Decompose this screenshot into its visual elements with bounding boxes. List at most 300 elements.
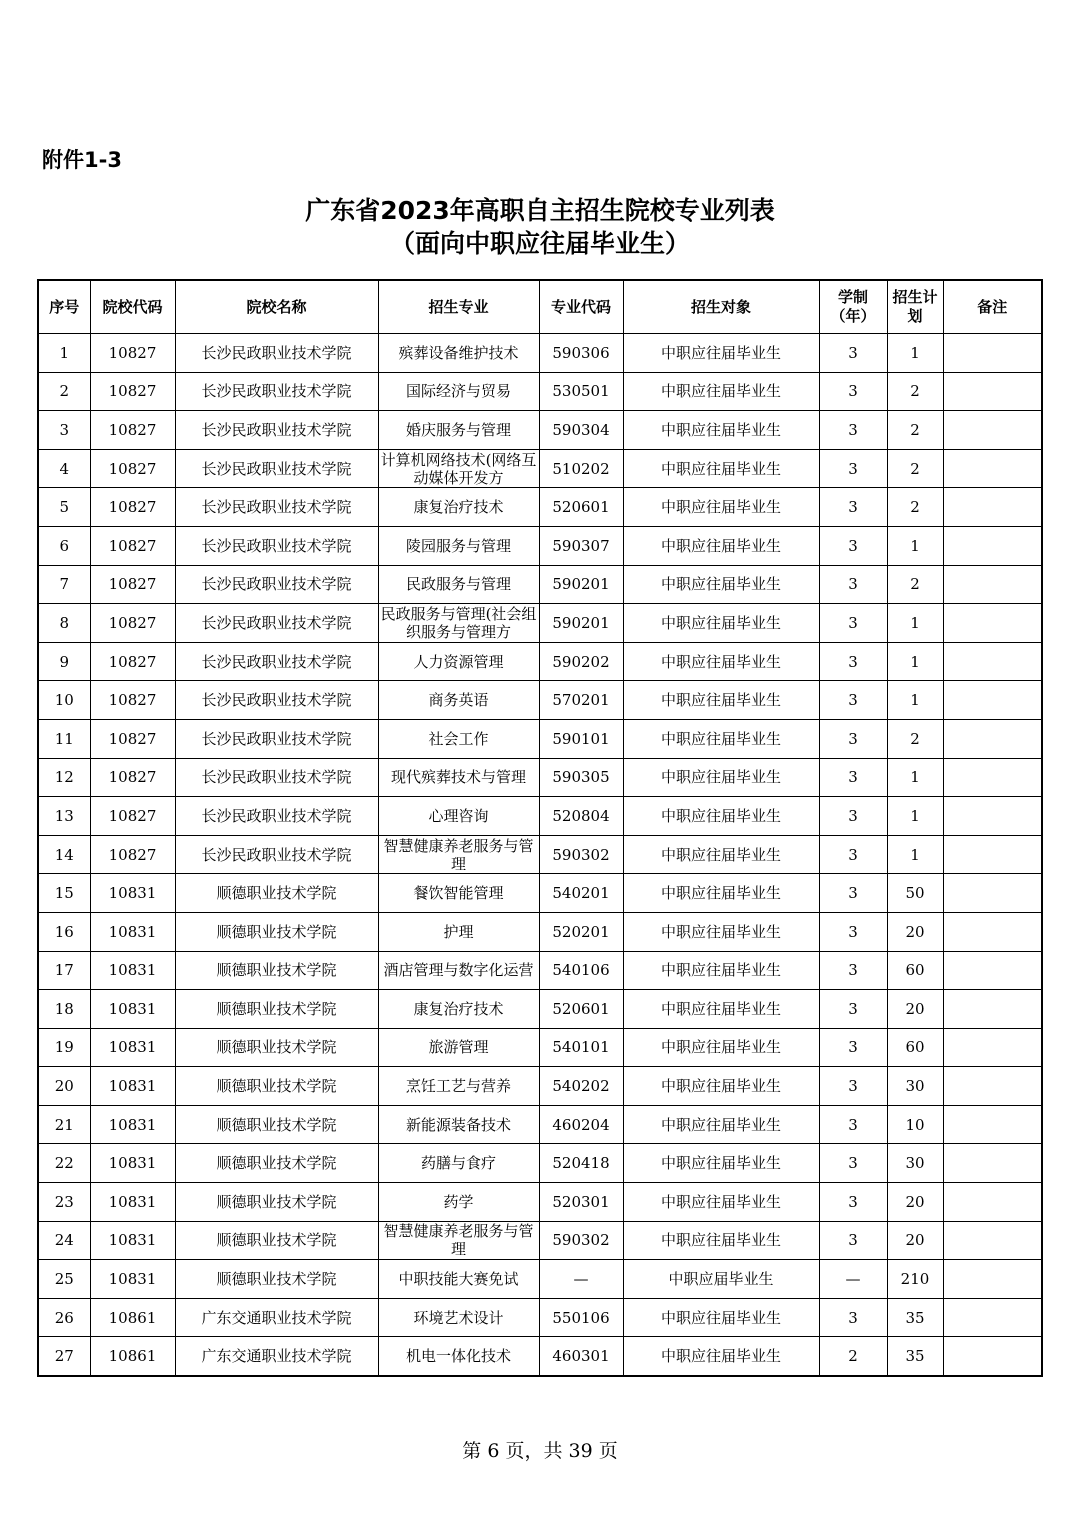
table-row [38,912,1042,951]
cell-plan: 30 [887,1144,943,1183]
table-row [38,990,1042,1029]
cell-major [378,1144,539,1183]
cell-major [378,372,539,411]
header-years [819,280,887,334]
cell-seq: 8 [38,604,90,643]
cell-years: 3 [819,372,887,411]
document-subtitle: （面向中职应往届毕业生） [389,229,690,258]
cell-school-name: 顺德职业技术学院 [175,1067,378,1106]
cell-plan: 1 [887,642,943,681]
cell-remark [943,951,1042,990]
table-row [38,1067,1042,1106]
cell-school-name: 广东交通职业技术学院 [175,1337,378,1376]
cell-major-code: 520301 [539,1183,623,1222]
cell-major [378,604,539,643]
cell-seq: 11 [38,719,90,758]
cell-school-code: 10827 [90,334,175,373]
cell-target: 中职应往届毕业生 [623,1337,819,1376]
cell-target: 中职应往届毕业生 [623,1028,819,1067]
cell-years: 3 [819,951,887,990]
cell-years: 3 [819,1028,887,1067]
cell-years: 3 [819,411,887,450]
table-row [38,1144,1042,1183]
cell-remark [943,449,1042,488]
cell-remark [943,1105,1042,1144]
major-text: 康复治疗技术 [413,498,504,517]
cell-major-code: 590201 [539,565,623,604]
cell-major-code: 520201 [539,912,623,951]
cell-major-code: 530501 [539,372,623,411]
cell-school-name: 长沙民政职业技术学院 [175,372,378,411]
major-text: 殡葬设备维护技术 [398,343,519,362]
cell-remark [943,1221,1042,1260]
cell-school-code: 10831 [90,990,175,1029]
cell-seq: 2 [38,372,90,411]
cell-seq: 13 [38,797,90,836]
table-row [38,797,1042,836]
cell-major [378,1183,539,1222]
cell-target: 中职应往届毕业生 [623,951,819,990]
cell-major-code: 460301 [539,1337,623,1376]
cell-remark [943,990,1042,1029]
table-header-row [38,280,1042,334]
cell-major-code: 590201 [539,604,623,643]
major-text: 现代殡葬技术与管理 [390,768,526,787]
cell-school-name: 长沙民政职业技术学院 [175,835,378,874]
cell-years: 3 [819,449,887,488]
cell-school-name: 顺德职业技术学院 [175,1028,378,1067]
cell-seq: 27 [38,1337,90,1376]
cell-school-name: 长沙民政职业技术学院 [175,488,378,527]
cell-school-code: 10827 [90,797,175,836]
cell-seq: 6 [38,526,90,565]
cell-school-code: 10827 [90,372,175,411]
major-text: 社会工作 [428,729,489,748]
major-text: 计算机网络技术(网络互动媒体开发方 [380,450,537,487]
cell-school-code: 10861 [90,1337,175,1376]
major-text: 商务英语 [428,691,489,710]
cell-years: 2 [819,1337,887,1376]
cell-remark [943,604,1042,643]
table-row [38,874,1042,913]
major-text: 中职技能大赛免试 [398,1270,519,1289]
cell-seq: 1 [38,334,90,373]
cell-major [378,334,539,373]
cell-target: 中职应往届毕业生 [623,990,819,1029]
table-row [38,565,1042,604]
table-row [38,604,1042,643]
cell-major-code: 590305 [539,758,623,797]
cell-major-code: 590101 [539,719,623,758]
table-row [38,719,1042,758]
majors-table [37,279,1043,1377]
table-row [38,1183,1042,1222]
header-remark: 备注 [943,280,1042,334]
cell-seq: 25 [38,1260,90,1299]
cell-seq: 23 [38,1183,90,1222]
cell-seq: 19 [38,1028,90,1067]
cell-remark [943,681,1042,720]
cell-school-name: 顺德职业技术学院 [175,1144,378,1183]
cell-seq: 5 [38,488,90,527]
cell-major-code: 510202 [539,449,623,488]
cell-plan: 2 [887,719,943,758]
header-school-code: 院校代码 [90,280,175,334]
major-text: 陵园服务与管理 [405,536,511,555]
cell-seq: 14 [38,835,90,874]
cell-seq: 15 [38,874,90,913]
table-row [38,526,1042,565]
cell-major [378,758,539,797]
cell-remark [943,334,1042,373]
table-row [38,449,1042,488]
table-row [38,758,1042,797]
cell-major-code: 520418 [539,1144,623,1183]
cell-years: 3 [819,874,887,913]
cell-remark [943,526,1042,565]
major-text: 环境艺术设计 [413,1308,504,1327]
cell-major-code: 540202 [539,1067,623,1106]
table-row [38,642,1042,681]
cell-school-name: 长沙民政职业技术学院 [175,719,378,758]
cell-major [378,449,539,488]
cell-remark [943,1260,1042,1299]
cell-seq: 9 [38,642,90,681]
cell-years: 3 [819,1298,887,1337]
cell-school-name: 长沙民政职业技术学院 [175,449,378,488]
cell-seq: 20 [38,1067,90,1106]
cell-target: 中职应往届毕业生 [623,1221,819,1260]
cell-target: 中职应届毕业生 [623,1260,819,1299]
cell-school-name: 顺德职业技术学院 [175,1221,378,1260]
cell-seq: 12 [38,758,90,797]
cell-plan: 50 [887,874,943,913]
cell-plan: 20 [887,1221,943,1260]
cell-major [378,411,539,450]
cell-target: 中职应往届毕业生 [623,719,819,758]
cell-plan: 20 [887,912,943,951]
cell-plan: 2 [887,565,943,604]
cell-plan: 35 [887,1298,943,1337]
major-text: 餐饮智能管理 [413,884,504,903]
table-row [38,411,1042,450]
table-row [38,951,1042,990]
header-major: 招生专业 [378,280,539,334]
cell-major [378,681,539,720]
cell-school-name: 广东交通职业技术学院 [175,1298,378,1337]
cell-major-code: 520804 [539,797,623,836]
cell-plan: 210 [887,1260,943,1299]
cell-school-code: 10831 [90,912,175,951]
cell-major [378,642,539,681]
major-text: 康复治疗技术 [413,999,504,1018]
major-text: 烹饪工艺与营养 [405,1077,511,1096]
cell-years: 3 [819,526,887,565]
cell-major [378,1067,539,1106]
cell-target: 中职应往届毕业生 [623,1144,819,1183]
cell-target: 中职应往届毕业生 [623,681,819,720]
cell-school-name: 长沙民政职业技术学院 [175,642,378,681]
cell-years: 3 [819,835,887,874]
cell-school-code: 10861 [90,1298,175,1337]
header-plan-line1: 招生计 [892,288,938,306]
table-row [38,1221,1042,1260]
cell-seq: 3 [38,411,90,450]
cell-school-name: 长沙民政职业技术学院 [175,758,378,797]
cell-major-code: 520601 [539,488,623,527]
major-text: 人力资源管理 [413,652,504,671]
table-row [38,1298,1042,1337]
cell-plan: 1 [887,526,943,565]
cell-major [378,719,539,758]
cell-school-name: 顺德职业技术学院 [175,1260,378,1299]
cell-target: 中职应往届毕业生 [623,835,819,874]
cell-seq: 4 [38,449,90,488]
cell-major-code: 550106 [539,1298,623,1337]
cell-years: 3 [819,912,887,951]
cell-major-code: 590304 [539,411,623,450]
table-row [38,372,1042,411]
header-years-line1: 学制 [837,288,868,306]
header-years-line2: （年） [830,307,876,325]
cell-years: 3 [819,1183,887,1222]
cell-target: 中职应往届毕业生 [623,334,819,373]
cell-remark [943,1183,1042,1222]
cell-remark [943,874,1042,913]
cell-school-name: 长沙民政职业技术学院 [175,565,378,604]
cell-school-name: 顺德职业技术学院 [175,874,378,913]
header-plan [887,280,943,334]
cell-remark [943,642,1042,681]
cell-major [378,1337,539,1376]
major-text: 新能源装备技术 [405,1115,511,1134]
cell-school-name: 长沙民政职业技术学院 [175,526,378,565]
cell-remark [943,835,1042,874]
cell-school-code: 10831 [90,1183,175,1222]
cell-school-code: 10827 [90,835,175,874]
cell-plan: 20 [887,990,943,1029]
cell-plan: 1 [887,604,943,643]
cell-years: 3 [819,758,887,797]
cell-remark [943,1144,1042,1183]
cell-target: 中职应往届毕业生 [623,797,819,836]
cell-years: 3 [819,604,887,643]
cell-major [378,951,539,990]
cell-plan: 2 [887,449,943,488]
cell-plan: 2 [887,411,943,450]
cell-remark [943,372,1042,411]
cell-school-code: 10831 [90,874,175,913]
cell-major-code: 590302 [539,835,623,874]
cell-remark [943,1298,1042,1337]
cell-remark [943,912,1042,951]
cell-major-code: 590302 [539,1221,623,1260]
cell-school-code: 10831 [90,1221,175,1260]
cell-remark [943,719,1042,758]
cell-years: 3 [819,565,887,604]
table-row [38,835,1042,874]
cell-target: 中职应往届毕业生 [623,1067,819,1106]
document-title: 广东省2023年高职自主招生院校专业列表 [305,196,775,225]
table-row [38,488,1042,527]
cell-target: 中职应往届毕业生 [623,1298,819,1337]
cell-major [378,912,539,951]
cell-school-name: 顺德职业技术学院 [175,1105,378,1144]
cell-school-code: 10827 [90,449,175,488]
cell-school-code: 10827 [90,681,175,720]
cell-school-code: 10827 [90,411,175,450]
major-text: 国际经济与贸易 [405,382,511,401]
cell-major [378,1298,539,1337]
cell-plan: 2 [887,488,943,527]
table-row [38,334,1042,373]
cell-target: 中职应往届毕业生 [623,449,819,488]
cell-plan: 10 [887,1105,943,1144]
cell-target: 中职应往届毕业生 [623,411,819,450]
cell-school-code: 10831 [90,1144,175,1183]
major-text: 机电一体化技术 [405,1347,511,1366]
major-text: 智慧健康养老服务与管理 [383,836,534,873]
cell-target: 中职应往届毕业生 [623,642,819,681]
cell-major-code: 570201 [539,681,623,720]
major-text: 民政服务与管理(社会组织服务与管理方 [380,604,537,641]
table-row [38,681,1042,720]
header-plan-line2: 划 [907,307,923,325]
cell-seq: 26 [38,1298,90,1337]
cell-target: 中职应往届毕业生 [623,604,819,643]
cell-major-code: 590306 [539,334,623,373]
cell-years: — [819,1260,887,1299]
table-row [38,1105,1042,1144]
cell-years: 3 [819,1067,887,1106]
attachment-label: 附件1-3 [42,148,122,172]
major-text: 民政服务与管理 [405,575,511,594]
cell-major [378,990,539,1029]
cell-remark [943,797,1042,836]
cell-plan: 1 [887,758,943,797]
cell-major [378,874,539,913]
cell-school-code: 10827 [90,488,175,527]
cell-major-code: 590307 [539,526,623,565]
cell-remark [943,758,1042,797]
major-text: 婚庆服务与管理 [405,420,511,439]
cell-school-name: 顺德职业技术学院 [175,990,378,1029]
cell-school-name: 顺德职业技术学院 [175,951,378,990]
header-school-name: 院校名称 [175,280,378,334]
cell-plan: 1 [887,334,943,373]
cell-major [378,1105,539,1144]
cell-seq: 18 [38,990,90,1029]
cell-major-code: 520601 [539,990,623,1029]
cell-target: 中职应往届毕业生 [623,526,819,565]
cell-major [378,1260,539,1299]
cell-major [378,1028,539,1067]
cell-plan: 35 [887,1337,943,1376]
cell-school-code: 10827 [90,758,175,797]
header-major-code: 专业代码 [539,280,623,334]
cell-years: 3 [819,1221,887,1260]
cell-school-code: 10831 [90,1105,175,1144]
cell-school-name: 顺德职业技术学院 [175,912,378,951]
cell-target: 中职应往届毕业生 [623,912,819,951]
cell-major [378,565,539,604]
major-text: 药学 [443,1192,474,1211]
major-text: 药膳与食疗 [420,1154,496,1173]
cell-school-code: 10827 [90,642,175,681]
cell-remark [943,1337,1042,1376]
cell-seq: 16 [38,912,90,951]
cell-school-name: 长沙民政职业技术学院 [175,681,378,720]
cell-target: 中职应往届毕业生 [623,758,819,797]
page-footer: 第 6 页，共 39 页 [462,1440,618,1462]
cell-major-code: — [539,1260,623,1299]
cell-remark [943,411,1042,450]
cell-major-code: 540106 [539,951,623,990]
table-row [38,1260,1042,1299]
cell-target: 中职应往届毕业生 [623,874,819,913]
cell-target: 中职应往届毕业生 [623,1183,819,1222]
major-text: 护理 [443,922,474,941]
cell-years: 3 [819,681,887,720]
cell-major [378,526,539,565]
cell-years: 3 [819,642,887,681]
cell-school-code: 10827 [90,565,175,604]
cell-school-code: 10827 [90,719,175,758]
cell-seq: 24 [38,1221,90,1260]
cell-years: 3 [819,334,887,373]
cell-target: 中职应往届毕业生 [623,372,819,411]
cell-school-code: 10831 [90,1067,175,1106]
cell-target: 中职应往届毕业生 [623,488,819,527]
cell-school-code: 10831 [90,1028,175,1067]
cell-major [378,1221,539,1260]
cell-years: 3 [819,990,887,1029]
cell-plan: 60 [887,951,943,990]
cell-plan: 1 [887,835,943,874]
cell-school-name: 长沙民政职业技术学院 [175,411,378,450]
cell-school-name: 长沙民政职业技术学院 [175,334,378,373]
cell-school-code: 10831 [90,1260,175,1299]
major-text: 智慧健康养老服务与管理 [383,1222,534,1259]
cell-major [378,797,539,836]
cell-school-name: 长沙民政职业技术学院 [175,604,378,643]
cell-school-code: 10831 [90,951,175,990]
cell-school-name: 长沙民政职业技术学院 [175,797,378,836]
cell-major-code: 590202 [539,642,623,681]
major-text: 心理咨询 [428,806,489,825]
cell-remark [943,1028,1042,1067]
header-target: 招生对象 [623,280,819,334]
cell-school-code: 10827 [90,526,175,565]
cell-plan: 1 [887,681,943,720]
cell-seq: 21 [38,1105,90,1144]
cell-remark [943,488,1042,527]
cell-major-code: 540101 [539,1028,623,1067]
cell-major-code: 540201 [539,874,623,913]
cell-plan: 60 [887,1028,943,1067]
header-seq: 序号 [38,280,90,334]
cell-seq: 17 [38,951,90,990]
table-row [38,1028,1042,1067]
cell-major [378,835,539,874]
cell-years: 3 [819,719,887,758]
cell-target: 中职应往届毕业生 [623,565,819,604]
cell-school-name: 顺德职业技术学院 [175,1183,378,1222]
cell-remark [943,1067,1042,1106]
cell-seq: 10 [38,681,90,720]
major-text: 酒店管理与数字化运营 [383,961,534,980]
table-body [38,334,1042,1377]
